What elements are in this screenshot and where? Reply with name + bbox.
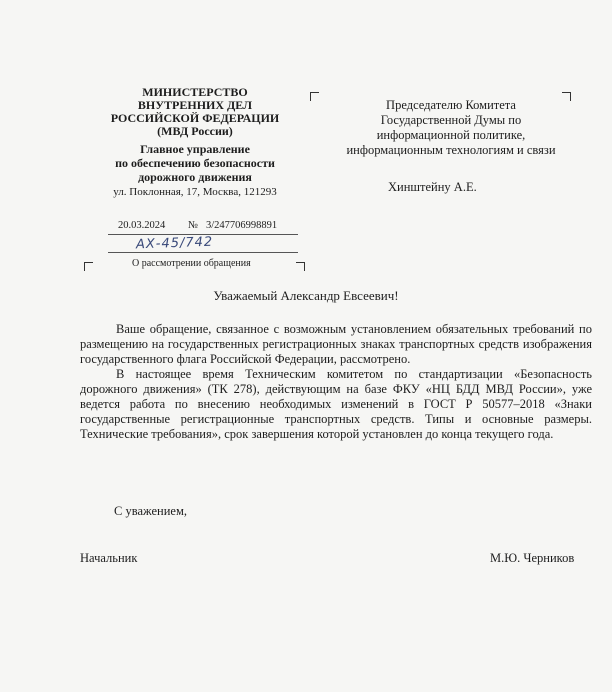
salutation: Уважаемый Александр Евсеевич! bbox=[213, 288, 399, 303]
body-paragraph: Ваше обращение, связанное с возможным установлением обязательных требований по размещению на государственных регистрационных знаках транспортных средств изображения государственного флага Российской Федерации, рассмотрено. bbox=[80, 322, 592, 366]
number-label: № bbox=[188, 220, 199, 231]
corner-mark-icon bbox=[296, 262, 305, 271]
recipient-line: информационной политике, bbox=[376, 128, 526, 142]
dept-line: дорожного движения bbox=[138, 170, 252, 184]
sender-block bbox=[70, 86, 320, 199]
dept-line: по обеспечению безопасности bbox=[115, 156, 275, 170]
handwritten-underline bbox=[108, 252, 298, 253]
recipient-line: Председателю Комитета bbox=[386, 98, 516, 112]
registration-number: 3/247706998891 bbox=[206, 220, 278, 231]
registration-date: 20.03.2024 bbox=[118, 220, 166, 231]
body-paragraph: В настоящее время Техническим комитетом по стандартизации «Безопасность дорожного движения» (ТК 278), действующим на базе ФКУ «НЦ БДД МВД России», уже ведется работа по внесению необходимых изменений в ГОСТ Р 50577–2018 «Знаки государственные регистрационные транспортных средств. Типы и основные размеры. Технические требования», срок завершения которой установлен до конца текущего года. bbox=[80, 367, 592, 441]
org-line: РОССИЙСКОЙ ФЕДЕРАЦИИ bbox=[110, 111, 280, 125]
sender-organization bbox=[70, 86, 320, 138]
closing-phrase: С уважением, bbox=[114, 504, 187, 518]
org-line: (МВД России) bbox=[157, 124, 233, 138]
handwritten-number: АХ-45/742 bbox=[135, 234, 214, 253]
letter-subject: О рассмотрении обращения bbox=[132, 258, 251, 269]
sender-address: ул. Поклонная, 17, Москва, 121293 bbox=[113, 186, 277, 198]
letter-body bbox=[80, 322, 592, 442]
recipient-line: информационным технологиям и связи bbox=[346, 143, 556, 157]
org-line: ВНУТРЕННИХ ДЕЛ bbox=[137, 98, 253, 112]
corner-mark-icon bbox=[84, 262, 93, 271]
org-line: МИНИСТЕРСТВО bbox=[142, 85, 248, 99]
dept-line: Главное управление bbox=[140, 142, 250, 156]
signer-name: М.Ю. Черников bbox=[490, 551, 575, 565]
sender-department bbox=[70, 142, 320, 184]
recipient-name: Хинштейну А.Е. bbox=[388, 180, 477, 194]
signer-role: Начальник bbox=[80, 551, 138, 565]
recipient-line: Государственной Думы по bbox=[380, 113, 522, 127]
recipient-block bbox=[316, 98, 586, 158]
